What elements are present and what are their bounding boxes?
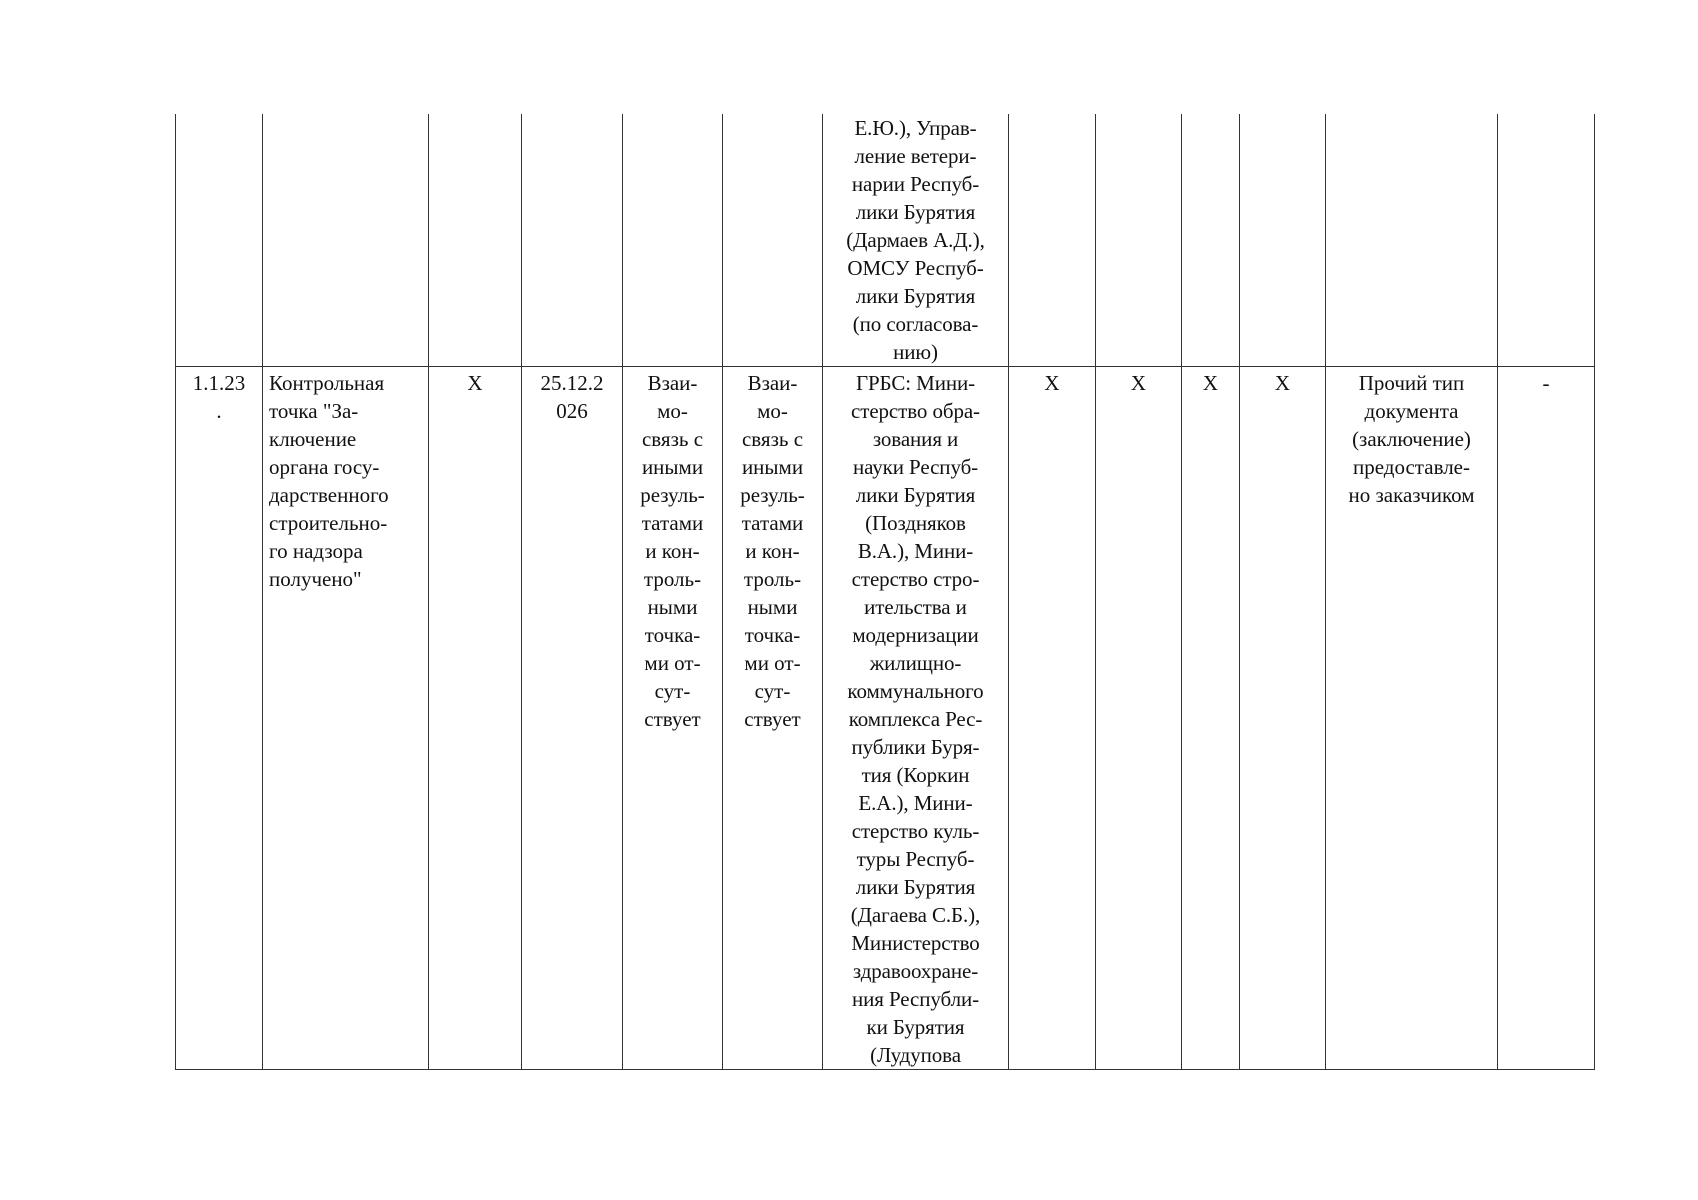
cell-col3: X — [429, 367, 522, 1070]
cell-empty — [522, 114, 623, 367]
cell-col8: X — [1009, 367, 1096, 1070]
cell-responsible: ГРБС: Мини- стерство обра- зования и науки Респуб- лики Бурятия (Поздняков В.А.), Мини- стерство стро- ительства и модернизации жилищно- коммунального комплекса Рес- публики Буря- тия (Коркин Е.А.), Мини- стерство куль- туры Респуб- лики Бурятия (Дагаева С.Б.), Министерство здравоохране- ния Республи- ки Бурятия (Лудупова — [823, 367, 1009, 1070]
cell-date: 25.12.2 026 — [522, 367, 623, 1070]
cell-document-type: Прочий тип документа (заключение) предоставле- но заказчиком — [1326, 367, 1498, 1070]
cell-empty — [1009, 114, 1096, 367]
cell-number: 1.1.23 . — [176, 367, 263, 1070]
cell-responsible-continued: Е.Ю.), Управ- ление ветери- нарии Респуб- лики Бурятия (Дармаев А.Д.), ОМСУ Респуб- лики Бурятия (по согласова- нию) — [823, 114, 1009, 367]
cell-col13: - — [1498, 367, 1595, 1070]
control-points-table — [175, 114, 1595, 1070]
cell-empty — [1182, 114, 1240, 367]
cell-col10: X — [1182, 367, 1240, 1070]
cell-empty — [263, 114, 429, 367]
cell-empty — [1498, 114, 1595, 367]
table-row-1-1-23 — [176, 367, 1595, 1070]
table-row-continuation — [176, 114, 1595, 367]
cell-col9: X — [1096, 367, 1182, 1070]
cell-empty — [1096, 114, 1182, 367]
cell-empty — [176, 114, 263, 367]
cell-control-point-name: Контрольная точка "За- ключение органа госу- дарственного строительно- го надзора получено" — [263, 367, 429, 1070]
cell-link-next: Взаи- мо- связь с иными резуль- татами и кон- троль- ными точка- ми от- сут- ствует — [723, 367, 823, 1070]
cell-empty — [723, 114, 823, 367]
cell-empty — [429, 114, 522, 367]
cell-empty — [1326, 114, 1498, 367]
cell-empty — [1240, 114, 1326, 367]
cell-link-prev: Взаи- мо- связь с иными резуль- татами и кон- троль- ными точка- ми от- сут- ствует — [623, 367, 723, 1070]
cell-empty — [623, 114, 723, 367]
cell-col11: X — [1240, 367, 1326, 1070]
